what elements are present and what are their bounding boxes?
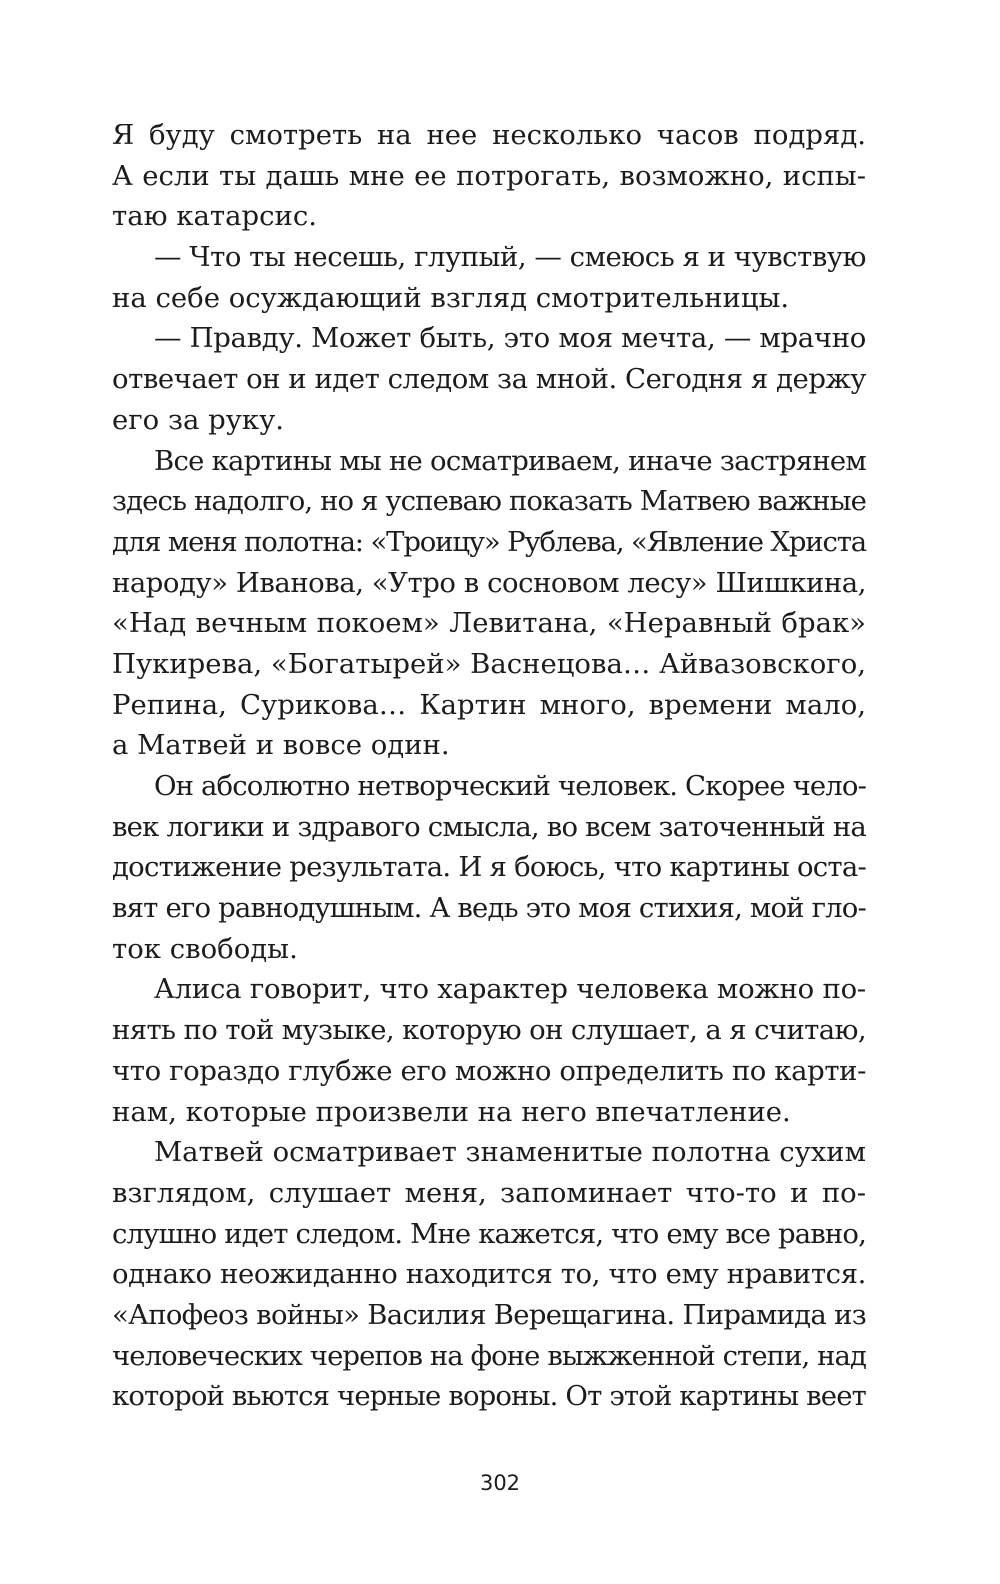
text-line: нам, которые произвели на него впечатление. <box>112 1095 791 1128</box>
body-text <box>112 115 866 1417</box>
text-line: Все картины мы не осматриваем, иначе застрянем <box>154 444 867 477</box>
text-line: — Правду. Может быть, это моя мечта, — мрачно <box>154 322 866 355</box>
text-line: его за руку. <box>112 403 285 436</box>
text-line: Он абсолютно нетворческий человек. Скорее чело- <box>154 770 866 802</box>
text-line: однако неожиданно находится то, что ему нравится. <box>112 1258 866 1291</box>
text-line: таю катарсис. <box>112 200 317 233</box>
page-number: 302 <box>479 1471 521 1495</box>
text-line: Репина, Сурикова… Картин много, времени мало, <box>112 688 866 721</box>
text-line: Матвей осматривает знаменитые полотна сухим <box>154 1136 866 1169</box>
paragraph <box>112 1132 866 1417</box>
text-line: — Что ты несешь, глупый, — смеюсь я и чувствую <box>154 241 866 274</box>
text-line: век логики и здравого смысла, во всем заточенный на <box>112 810 866 843</box>
text-line: что гораздо глубже его можно определить по карти- <box>112 1054 866 1087</box>
text-line: слушно идет следом. Мне кажется, что ему все равно, <box>112 1217 866 1250</box>
text-line: нять по той музыке, которую он слушает, а я считаю, <box>112 1014 866 1047</box>
paragraph <box>112 969 866 1132</box>
text-line: здесь надолго, но я успеваю показать Матвею важные <box>112 485 866 518</box>
text-line: народу» Иванова, «Утро в сосновом лесу» Шишкина, <box>112 566 866 599</box>
text-line: взглядом, слушает меня, запоминает что-то и по- <box>112 1176 866 1209</box>
text-line: Алиса говорит, что характер человека можно по- <box>154 973 866 1006</box>
paragraph <box>112 115 866 237</box>
text-line: на себе осуждающий взгляд смотрительницы. <box>112 281 790 314</box>
paragraph <box>112 441 866 767</box>
text-line: «Апофеоз войны» Василия Верещагина. Пирамида из <box>112 1298 866 1331</box>
text-line: достижение результата. И я боюсь, что картины оста- <box>112 851 866 884</box>
text-line: для меня полотна: «Троицу» Рублева, «Явление Христа <box>112 525 866 558</box>
paragraph <box>112 237 866 318</box>
text-line: вят его равнодушным. А ведь это моя стихия, мой гло- <box>112 892 866 925</box>
text-line: ток свободы. <box>112 932 298 965</box>
text-line: Я буду смотреть на нее несколько часов подряд. <box>112 119 866 151</box>
text-line: Пукирева, «Богатырей» Васнецова… Айвазовского, <box>112 647 866 680</box>
text-line: а Матвей и вовсе один. <box>112 729 450 762</box>
text-line: «Над вечным покоем» Левитана, «Неравный брак» <box>112 607 866 640</box>
text-line: человеческих черепов на фоне выжженной степи, над <box>112 1339 866 1372</box>
text-line: А если ты дашь мне ее потрогать, возможно, испы- <box>112 159 866 192</box>
text-line: отвечает он и идет следом за мной. Сегодня я держу <box>112 363 866 396</box>
paragraph <box>112 766 866 969</box>
paragraph <box>112 318 866 440</box>
text-line: которой вьются черные вороны. От этой картины веет <box>112 1380 866 1413</box>
